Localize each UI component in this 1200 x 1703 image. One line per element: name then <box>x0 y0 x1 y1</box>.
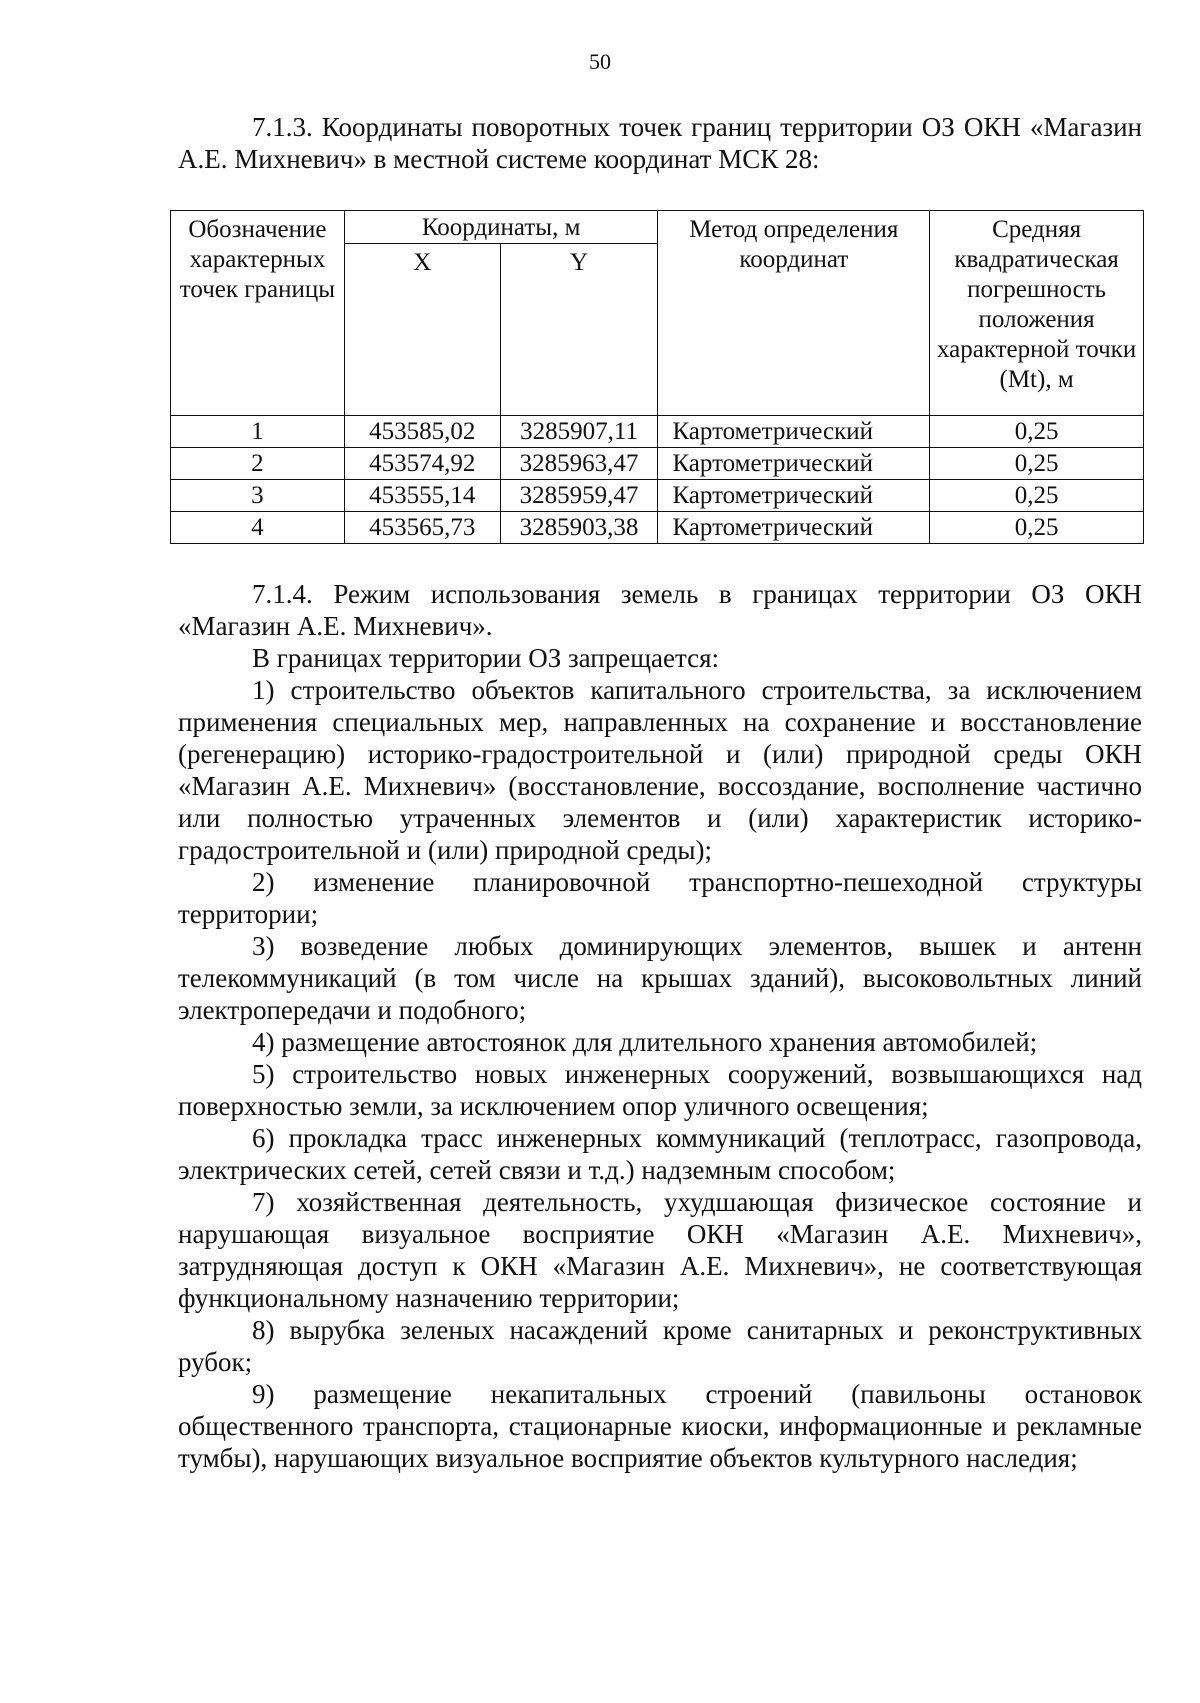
page-number: 50 <box>589 49 611 74</box>
coord-y: 3285959,47 <box>500 480 658 512</box>
coord-x: 453565,73 <box>344 512 500 544</box>
header-method: Метод определения координат <box>658 211 930 416</box>
list-item: 2) изменение планировочной транспортно-пешеходной структуры территории; <box>178 867 1142 929</box>
error: 0,25 <box>930 512 1144 544</box>
coord-y: 3285903,38 <box>500 512 658 544</box>
point-number: 3 <box>171 480 345 512</box>
coord-y: 3285963,47 <box>500 448 658 480</box>
table-row <box>171 448 1144 480</box>
list-item: 6) прокладка трасс инженерных коммуникаций (теплотрасс, газопровода, электрических сетей, сетей связи и т.д.) надземным способом; <box>178 1123 1142 1185</box>
table-row <box>171 480 1144 512</box>
coord-y: 3285907,11 <box>500 416 658 448</box>
method: Картометрический <box>658 512 930 544</box>
list-item: 8) вырубка зеленых насаждений кроме санитарных и реконструктивных рубок; <box>178 1315 1142 1377</box>
error: 0,25 <box>930 480 1144 512</box>
coordinates-table <box>170 210 1144 544</box>
header-designation: Обозначение характерных точек границы <box>171 211 345 416</box>
coord-x: 453574,92 <box>344 448 500 480</box>
list-item: 9) размещение некапитальных строений (павильоны остановок общественного транспорта, стационарные киоски, информационные и рекламные тумбы), нарушающих визуальное восприятие объектов культурного наследия; <box>178 1379 1142 1473</box>
header-coordinates: Координаты, м <box>344 211 658 244</box>
point-number: 1 <box>171 416 345 448</box>
section-7-1-4-intro: В границах территории ОЗ запрещается: <box>252 643 720 673</box>
list-item: 5) строительство новых инженерных сооружений, возвышающихся над поверхностью земли, за исключением опор уличного освещения; <box>178 1059 1142 1121</box>
error: 0,25 <box>930 416 1144 448</box>
method: Картометрический <box>658 448 930 480</box>
coord-x: 453585,02 <box>344 416 500 448</box>
section-7-1-4-title: 7.1.4. Режим использования земель в границах территории ОЗ ОКН «Магазин А.Е. Михневич». <box>178 579 1142 641</box>
header-error: Средняя квадратическая погрешность положения характерной точки (Mt), м <box>930 211 1144 416</box>
table-row <box>171 416 1144 448</box>
method: Картометрический <box>658 416 930 448</box>
error: 0,25 <box>930 448 1144 480</box>
section-7-1-4 <box>178 578 1142 1474</box>
list-item: 7) хозяйственная деятельность, ухудшающая физическое состояние и нарушающая визуальное восприятие ОКН «Магазин А.Е. Михневич», затрудняющая доступ к ОКН «Магазин А.Е. Михневич», не соответствующая функциональному назначению территории; <box>178 1187 1142 1313</box>
coord-x: 453555,14 <box>344 480 500 512</box>
table-row <box>171 512 1144 544</box>
method: Картометрический <box>658 480 930 512</box>
section-7-1-3-title: 7.1.3. Координаты поворотных точек границ территории ОЗ ОКН «Магазин А.Е. Михневич» в местной системе координат МСК 28: <box>178 112 1142 174</box>
header-x: X <box>344 244 500 416</box>
point-number: 2 <box>171 448 345 480</box>
list-item: 1) строительство объектов капитального строительства, за исключением применения специальных мер, направленных на сохранение и восстановление (регенерацию) историко-градостроительной и (или) природной среды ОКН «Магазин А.Е. Михневич» (восстановление, воссоздание, восполнение частично или полностью утраченных элементов и (или) характеристик историко-градостроительной и (или) природной среды); <box>178 675 1142 865</box>
list-item: 3) возведение любых доминирующих элементов, вышек и антенн телекоммуникаций (в том числе на крышах зданий), высоковольтных линий электропередачи и подобного; <box>178 931 1142 1025</box>
point-number: 4 <box>171 512 345 544</box>
header-y: Y <box>500 244 658 416</box>
list-item: 4) размещение автостоянок для длительного хранения автомобилей; <box>252 1027 1038 1057</box>
